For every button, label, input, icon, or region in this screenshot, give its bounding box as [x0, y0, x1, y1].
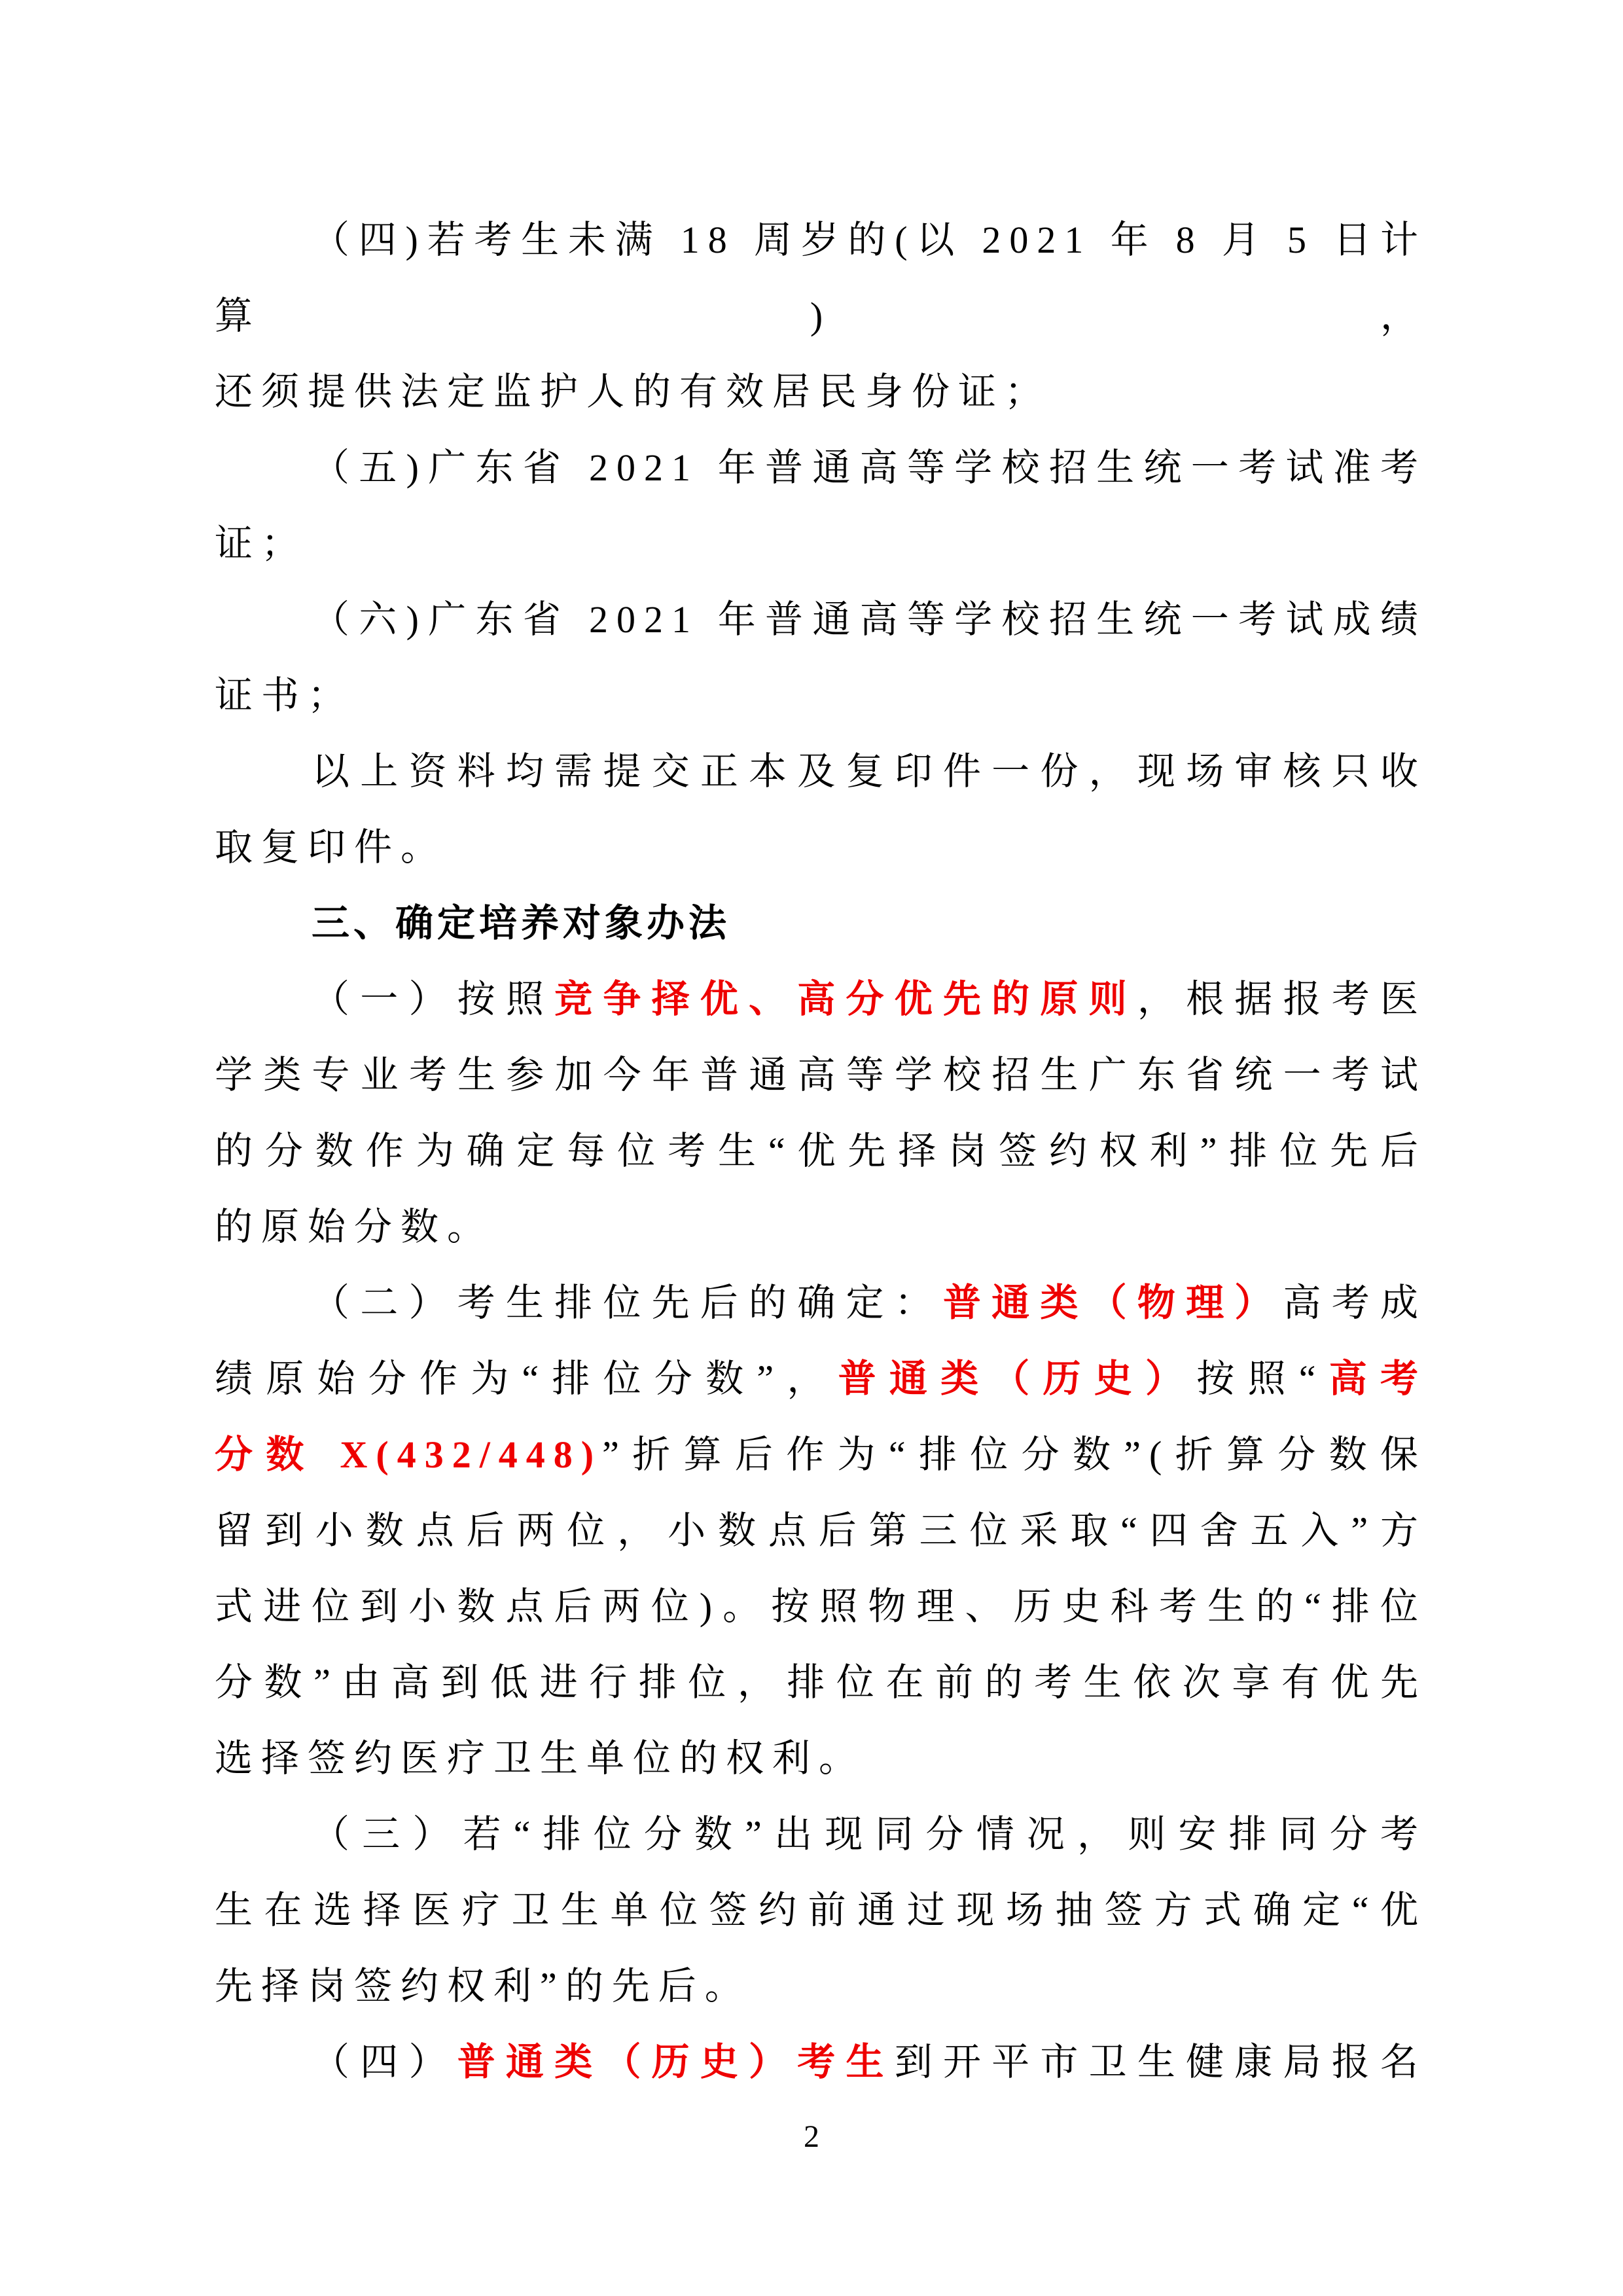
- text-line: [215, 1493, 1427, 1569]
- body-text: 留到小数点后两位，小数点后第三位采取“四舍五入”方: [215, 1509, 1427, 1552]
- body-text: 绩原始分作为“排位分数”，: [215, 1357, 838, 1400]
- highlighted-text: 普通类（物理）: [942, 1282, 1283, 1324]
- text-line: [215, 1113, 1427, 1189]
- body-text: 分数”由高到低进行排位，排位在前的考生依次享有优先: [215, 1661, 1427, 1704]
- text-line: [215, 1341, 1427, 1417]
- body-text: （一）按照: [312, 978, 555, 1020]
- body-text: （二）考生排位先后的确定：: [312, 1282, 943, 1324]
- body-text: 先择岗签约权利”的先后。: [215, 1965, 751, 2007]
- highlighted-text: 分数 X(432/448): [215, 1433, 603, 1476]
- document-body: [215, 202, 1427, 2100]
- text-line: [215, 1037, 1427, 1113]
- text-line: [215, 1189, 1427, 1265]
- body-text: 取复印件。: [215, 826, 448, 869]
- text-line: [215, 354, 1427, 430]
- text-line: [215, 1569, 1427, 1645]
- body-text: ，根据报考医: [1137, 978, 1427, 1020]
- body-text: 按照“: [1196, 1357, 1325, 1400]
- text-line: [215, 2024, 1427, 2100]
- highlighted-text: 高考: [1324, 1357, 1427, 1400]
- body-text: （六)广东省 2021 年普通高等学校招生统一考试成绩: [312, 598, 1427, 641]
- text-line: [215, 1797, 1427, 1873]
- text-line: [215, 582, 1427, 658]
- body-text: 式进位到小数点后两位)。按照物理、历史科考生的“排位: [215, 1585, 1427, 1628]
- body-text: （四）: [312, 2041, 457, 2083]
- text-line: [215, 1721, 1427, 1797]
- section-heading: [215, 886, 1427, 961]
- text-line: [215, 1948, 1427, 2024]
- body-text: 的分数作为确定每位考生“优先择岗签约权利”排位先后: [215, 1130, 1427, 1172]
- body-text: 以上资料均需提交正本及复印件一份，现场审核只收: [312, 750, 1427, 793]
- text-line: [215, 658, 1427, 734]
- body-text: （三）若“排位分数”出现同分情况，则安排同分考: [312, 1813, 1427, 1856]
- text-line: [215, 961, 1427, 1037]
- body-text: 到开平市卫生健康局报名: [894, 2041, 1427, 2083]
- text-line: [215, 1265, 1427, 1341]
- body-text: （四)若考生未满 18 周岁的(以 2021 年 8 月 5 日计算)，: [215, 219, 1427, 337]
- text-line: [215, 810, 1427, 886]
- body-text: （五)广东省 2021 年普通高等学校招生统一考试准考: [312, 446, 1427, 489]
- body-text: 学类专业考生参加今年普通高等学校招生广东省统一考试: [215, 1054, 1427, 1096]
- text-line: [215, 1873, 1427, 1948]
- text-line: [215, 1645, 1427, 1721]
- body-text: 高考成: [1283, 1282, 1427, 1324]
- highlighted-text: 竞争择优、高分优先的原则: [554, 978, 1137, 1020]
- body-text: ”折算后作为“排位分数”(折算分数保: [602, 1433, 1427, 1476]
- highlighted-text: 普通类（历史）: [838, 1357, 1197, 1400]
- body-text: 的原始分数。: [215, 1206, 494, 1248]
- heading-text: 三、确定培养对象办法: [312, 902, 731, 944]
- body-text: 选择签约医疗卫生单位的权利。: [215, 1737, 866, 1780]
- text-line: [215, 430, 1427, 506]
- body-text: 证；: [215, 522, 308, 565]
- text-line: [215, 1417, 1427, 1493]
- body-text: 证书；: [215, 674, 355, 717]
- text-line: [215, 506, 1427, 582]
- text-line: [215, 734, 1427, 810]
- text-line: [215, 202, 1427, 354]
- body-text: 还须提供法定监护人的有效居民身份证；: [215, 370, 1052, 413]
- page-number: 2: [804, 2119, 819, 2154]
- body-text: 生在选择医疗卫生单位签约前通过现场抽签方式确定“优: [215, 1889, 1427, 1931]
- highlighted-text: 普通类（历史）考生: [457, 2041, 895, 2083]
